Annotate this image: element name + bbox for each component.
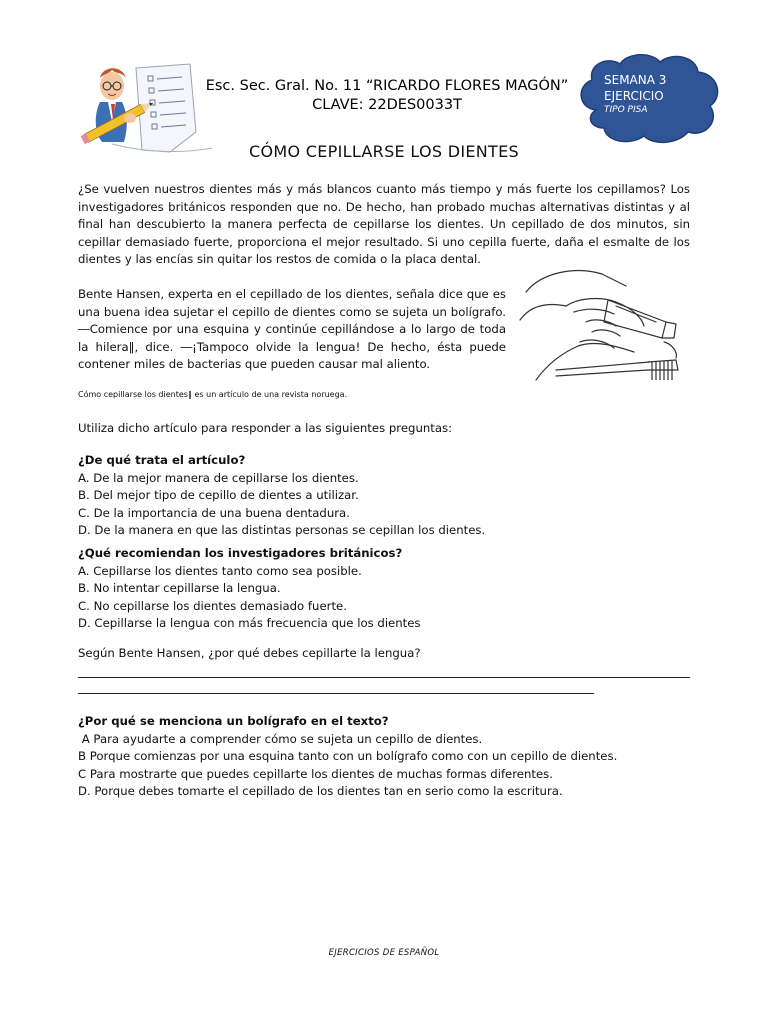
question-4 (78, 713, 617, 801)
option-b: B Porque comienzas por una esquina tanto con un bolígrafo como con un cepillo de dientes. (78, 749, 618, 764)
option-d: D. Cepillarse la lengua con más frecuencia que los dientes (78, 616, 421, 631)
question-text: Según Bente Hansen, ¿por qué debes cepillarte la lengua? (78, 646, 421, 660)
question-text: ¿Qué recomiendan los investigadores británicos? (78, 546, 403, 560)
option-b: B. Del mejor tipo de cepillo de dientes a utilizar. (78, 488, 359, 503)
option-a: A. De la mejor manera de cepillarse los dientes. (78, 470, 359, 485)
question-text: ¿De qué trata el artículo? (78, 453, 246, 467)
source-note: Cómo cepillarse los dientes‖ es un artículo de una revista noruega. (78, 390, 348, 399)
week-badge-text (604, 72, 666, 117)
page-title: CÓMO CEPILLARSE LOS DIENTES (249, 142, 519, 161)
page-footer: EJERCICIOS DE ESPAÑOL (328, 948, 440, 958)
question-3 (78, 645, 421, 663)
school-clave: CLAVE: 22DES0033T (312, 97, 462, 113)
question-1 (78, 452, 485, 540)
instructions: Utiliza dicho artículo para responder a las siguientes preguntas: (78, 421, 453, 435)
school-header (196, 77, 578, 115)
option-d: D. De la manera en que las distintas personas se cepillan los dientes. (78, 523, 486, 538)
question-2 (78, 545, 421, 633)
toothbrush-illustration-icon (516, 262, 692, 386)
option-b: B. No intentar cepillarse la lengua. (78, 581, 281, 596)
article-paragraph-1: ¿Se vuelven nuestros dientes más y más blancos cuanto más tiempo y más fuerte los cepillamos? Los investigadores británicos responden que no. De hecho, han probado muchas alternativas distintas y al final han descubierto la manera perfecta de cepillarse los dientes. Un cepillado de dos minutos, sin cepillar demasiado fuerte, proporciona el mejor resultado. Si uno cepilla fuerte, daña el esmalte de los dientes y las encías sin quitar los restos de comida o la placa dental. (78, 182, 690, 267)
school-name: Esc. Sec. Gral. No. 11 “RICARDO FLORES MAGÓN” (205, 78, 569, 94)
answer-line-2[interactable] (78, 693, 594, 694)
badge-exercise: EJERCICIO (604, 89, 664, 103)
option-a: A Para ayudarte a comprender cómo se sujeta un cepillo de dientes. (78, 731, 483, 746)
option-c: C Para mostrarte que puedes cepillarte los dientes de muchas formas diferentes. (78, 766, 553, 781)
option-d: D. Porque debes tomarte el cepillado de los dientes tan en serio como la escritura. (78, 784, 563, 799)
question-text: ¿Por qué se menciona un bolígrafo en el texto? (78, 714, 389, 728)
option-a: A. Cepillarse los dientes tanto como sea posible. (78, 563, 362, 578)
badge-week: SEMANA 3 (604, 73, 667, 87)
option-c: C. De la importancia de una buena dentadura. (78, 505, 350, 520)
option-c: C. No cepillarse los dientes demasiado fuerte. (78, 598, 347, 613)
badge-type: TIPO PISA (604, 105, 648, 115)
answer-line-1[interactable] (78, 677, 690, 678)
article-paragraph-2: Bente Hansen, experta en el cepillado de los dientes, señala dice que es una buena idea sujetar el cepillo de dientes como se sujeta un bolígrafo. ―Comience por una esquina y continúe cepillándose a lo largo de toda la hilera‖, dice. ―¡Tampoco olvide la lengua! De hecho, ésta puede contener miles de bacterias que pueden causar mal aliento. (78, 287, 506, 372)
